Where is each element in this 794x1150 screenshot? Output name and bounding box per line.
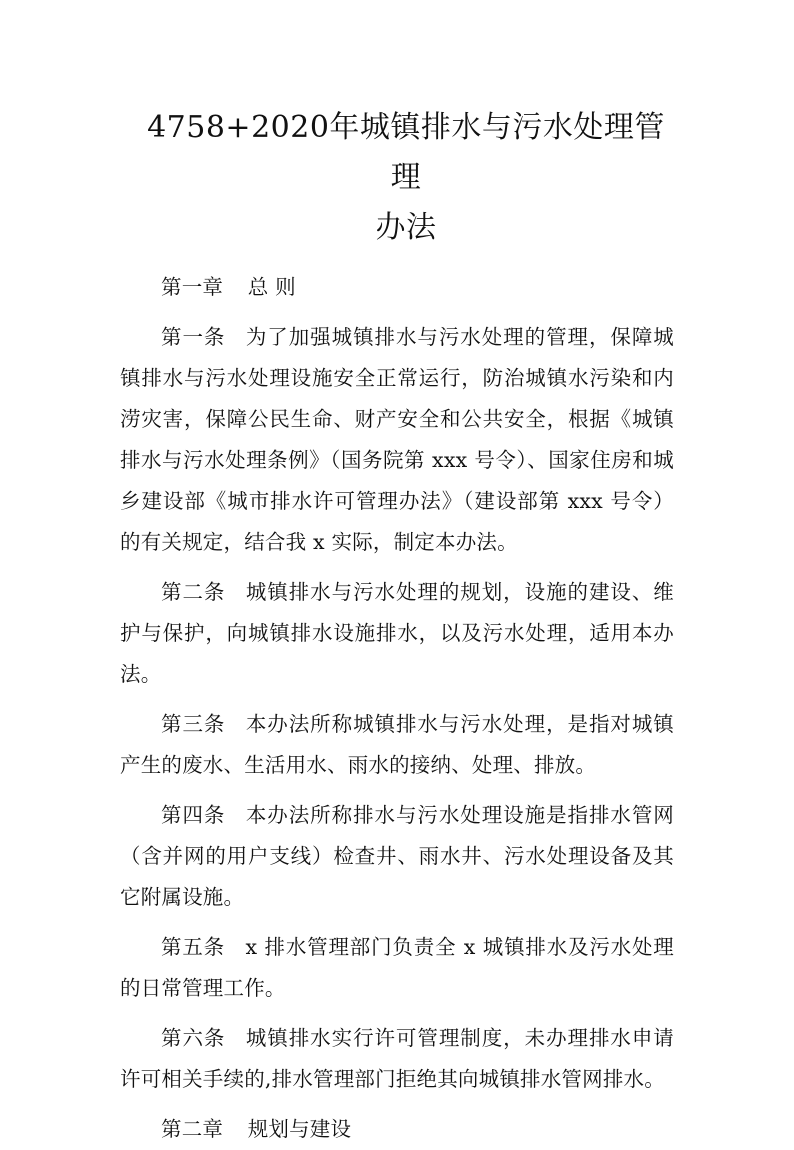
article-text: 城镇排水与污水处理的规划，设施的建设、维护与保护，向城镇排水设施排水，以及污水处理，适用本办法。 [120,580,674,686]
article-text: 城镇排水实行许可管理制度，未办理排水申请许可相关手续的,排水管理部门拒绝其向城镇排水管网排水。 [120,1026,674,1091]
article-2 [120,572,674,695]
chapter-heading-1 [120,267,674,308]
article-text: 本办法所称城镇排水与污水处理，是指对城镇产生的废水、生活用水、雨水的接纳、处理、排放。 [120,712,674,777]
article-text: x 排水管理部门负责全 x 城镇排水及污水处理的日常管理工作。 [120,935,674,1000]
chapter-name: 规划与建设 [247,1117,352,1141]
article-3 [120,704,674,786]
article-label: 第三条 [161,712,226,736]
document-body [120,267,674,1150]
article-label: 第六条 [161,1026,226,1050]
article-label: 第二条 [161,580,226,604]
article-label: 第四条 [161,803,226,827]
article-label: 第一条 [161,325,226,349]
title-line-1: 4758+2020年城镇排水与污水处理管理 [147,110,665,195]
article-4 [120,795,674,918]
article-text: 本办法所称排水与污水处理设施是指排水管网（含并网的用户支线）检查井、雨水井、污水处理设备及其它附属设施。 [120,803,674,909]
chapter-label: 第一章 [161,275,224,299]
article-5 [120,927,674,1009]
chapter-name: 总 则 [247,275,296,299]
article-1 [120,317,674,563]
title-line-2: 办法 [375,210,437,245]
article-6 [120,1018,674,1100]
chapter-label: 第二章 [161,1117,224,1141]
article-text: 为了加强城镇排水与污水处理的管理，保障城镇排水与污水处理设施安全正常运行，防治城镇水污染和内涝灾害，保障公民生命、财产安全和公共安全，根据《城镇排水与污水处理条例》（国务院第 xxx 号令）、国家住房和城乡建设部《城市排水许可管理办法》（建设部第 xxx 号令）的有关规定，结合我 x 实际，制定本办法。 [120,325,674,554]
chapter-heading-2 [120,1109,674,1150]
document-title [120,103,674,253]
article-label: 第五条 [161,935,225,959]
